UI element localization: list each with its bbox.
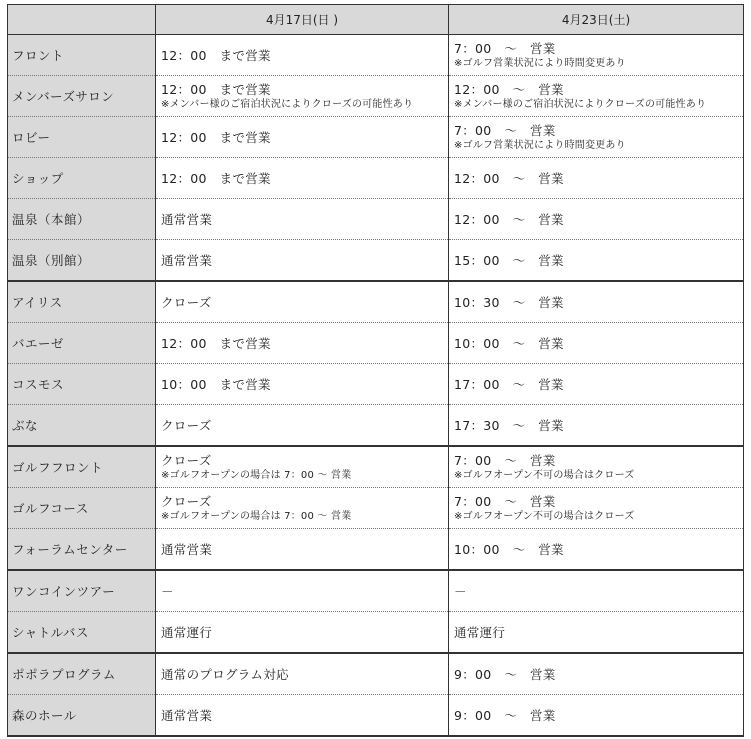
hours-note: ※ゴルフオープンの場合は 7：00 ～ 営業 <box>161 470 352 481</box>
hours-text: クローズ <box>161 494 212 509</box>
hours-text: 7：00 ～ 営業 <box>454 41 556 56</box>
facility-label: フォーラムセンター <box>8 529 156 571</box>
facility-label: ゴルフコース <box>8 488 156 529</box>
hours-note: ※ゴルフオープンの場合は 7：00 ～ 営業 <box>161 511 352 522</box>
table-row <box>8 281 744 323</box>
hours-cell-day1 <box>156 76 449 117</box>
hours-text: 17：00 ～ 営業 <box>454 376 564 392</box>
table-row <box>8 117 744 158</box>
hours-text: クローズ <box>161 294 212 310</box>
facility-label: 温泉（本館） <box>8 199 156 240</box>
table-row <box>8 35 744 76</box>
facility-label: ポポラプログラム <box>8 653 156 695</box>
hours-text: 10：00 ～ 営業 <box>454 335 564 351</box>
hours-text: 15：00 ～ 営業 <box>454 252 564 268</box>
hours-cell-day1 <box>156 653 449 695</box>
table-row <box>8 323 744 364</box>
hours-text: 10：00 ～ 営業 <box>454 541 564 557</box>
facility-label: ぶな <box>8 405 156 447</box>
hours-text: 12：00 ～ 営業 <box>454 82 564 97</box>
hours-text: 7：00 ～ 営業 <box>454 453 556 468</box>
hours-text: 10：00 まで営業 <box>161 376 271 392</box>
hours-text: 通常のプログラム対応 <box>161 666 289 682</box>
hours-cell-day2 <box>449 35 744 76</box>
hours-text: － <box>161 583 174 599</box>
facility-label: ゴルフフロント <box>8 446 156 488</box>
hours-note: ※ゴルフオープン不可の場合はクローズ <box>454 470 635 481</box>
hours-cell-day1 <box>156 364 449 405</box>
hours-text: 12：00 まで営業 <box>161 170 271 186</box>
hours-text: クローズ <box>161 453 212 468</box>
table-row <box>8 695 744 737</box>
hours-cell-day1 <box>156 405 449 447</box>
schedule-table <box>7 4 744 737</box>
hours-cell-day2 <box>449 695 744 737</box>
facility-label: シャトルバス <box>8 612 156 654</box>
hours-cell-day1 <box>156 488 449 529</box>
hours-note: ※ゴルフ営業状況により時間変更あり <box>454 58 626 69</box>
hours-text: 通常運行 <box>161 624 213 640</box>
hours-note: ※メンバー様のご宿泊状況によりクローズの可能性あり <box>161 99 414 110</box>
hours-text: 10：30 ～ 営業 <box>454 294 564 310</box>
hours-text: 通常営業 <box>161 541 213 557</box>
hours-cell-day1 <box>156 612 449 654</box>
hours-text: 9：00 ～ 営業 <box>454 666 556 682</box>
hours-text: 17：30 ～ 営業 <box>454 417 564 433</box>
hours-cell-day2 <box>449 570 744 612</box>
table-row <box>8 405 744 447</box>
facility-label: 森のホール <box>8 695 156 737</box>
table-row <box>8 158 744 199</box>
hours-text: 7：00 ～ 営業 <box>454 494 556 509</box>
hours-cell-day2 <box>449 488 744 529</box>
hours-cell-day2 <box>449 117 744 158</box>
hours-cell-day2 <box>449 612 744 654</box>
hours-cell-day2 <box>449 76 744 117</box>
table-row <box>8 529 744 571</box>
hours-text: 12：00 まで営業 <box>161 129 271 145</box>
hours-cell-day2 <box>449 653 744 695</box>
hours-cell-day1 <box>156 529 449 571</box>
table-row <box>8 488 744 529</box>
hours-cell-day2 <box>449 446 744 488</box>
header-date-1: 4月17日(日 ) <box>156 5 449 35</box>
hours-text: 9：00 ～ 営業 <box>454 707 556 723</box>
hours-note: ※メンバー様のご宿泊状況によりクローズの可能性あり <box>454 99 707 110</box>
hours-cell-day2 <box>449 158 744 199</box>
hours-cell-day1 <box>156 199 449 240</box>
hours-cell-day1 <box>156 281 449 323</box>
hours-cell-day1 <box>156 117 449 158</box>
hours-text: 12：00 ～ 営業 <box>454 170 564 186</box>
hours-cell-day2 <box>449 405 744 447</box>
hours-text: 通常営業 <box>161 211 213 227</box>
facility-label: アイリス <box>8 281 156 323</box>
hours-note: ※ゴルフ営業状況により時間変更あり <box>454 140 626 151</box>
header-date-2: 4月23日(土) <box>449 5 744 35</box>
hours-text: クローズ <box>161 417 212 433</box>
table-row <box>8 612 744 654</box>
hours-cell-day2 <box>449 364 744 405</box>
header-facility <box>8 5 156 35</box>
hours-cell-day2 <box>449 281 744 323</box>
table-row <box>8 240 744 282</box>
hours-text: 通常営業 <box>161 252 213 268</box>
table-row <box>8 653 744 695</box>
hours-text: 12：00 まで営業 <box>161 82 271 97</box>
hours-cell-day1 <box>156 570 449 612</box>
hours-text: 12：00 まで営業 <box>161 335 271 351</box>
table-row <box>8 570 744 612</box>
table-row <box>8 76 744 117</box>
facility-label: ショップ <box>8 158 156 199</box>
facility-label: コスモス <box>8 364 156 405</box>
hours-cell-day1 <box>156 158 449 199</box>
hours-text: 12：00 ～ 営業 <box>454 211 564 227</box>
schedule-sheet <box>7 4 743 737</box>
hours-text: 通常運行 <box>454 624 506 640</box>
hours-cell-day2 <box>449 240 744 282</box>
hours-note: ※ゴルフオープン不可の場合はクローズ <box>454 511 635 522</box>
facility-label: ロビー <box>8 117 156 158</box>
hours-cell-day1 <box>156 323 449 364</box>
hours-text: 12：00 まで営業 <box>161 47 271 63</box>
table-row <box>8 364 744 405</box>
hours-text: 通常営業 <box>161 707 213 723</box>
hours-cell-day2 <box>449 323 744 364</box>
hours-cell-day1 <box>156 240 449 282</box>
header-row <box>8 5 744 35</box>
hours-cell-day1 <box>156 695 449 737</box>
hours-cell-day1 <box>156 35 449 76</box>
facility-label: バエーゼ <box>8 323 156 364</box>
facility-label: フロント <box>8 35 156 76</box>
hours-text: － <box>454 583 467 599</box>
facility-label: メンバーズサロン <box>8 76 156 117</box>
hours-cell-day2 <box>449 199 744 240</box>
hours-text: 7：00 ～ 営業 <box>454 123 556 138</box>
hours-cell-day1 <box>156 446 449 488</box>
facility-label: ワンコインツアー <box>8 570 156 612</box>
hours-cell-day2 <box>449 529 744 571</box>
table-row <box>8 199 744 240</box>
table-row <box>8 446 744 488</box>
facility-label: 温泉（別館） <box>8 240 156 282</box>
